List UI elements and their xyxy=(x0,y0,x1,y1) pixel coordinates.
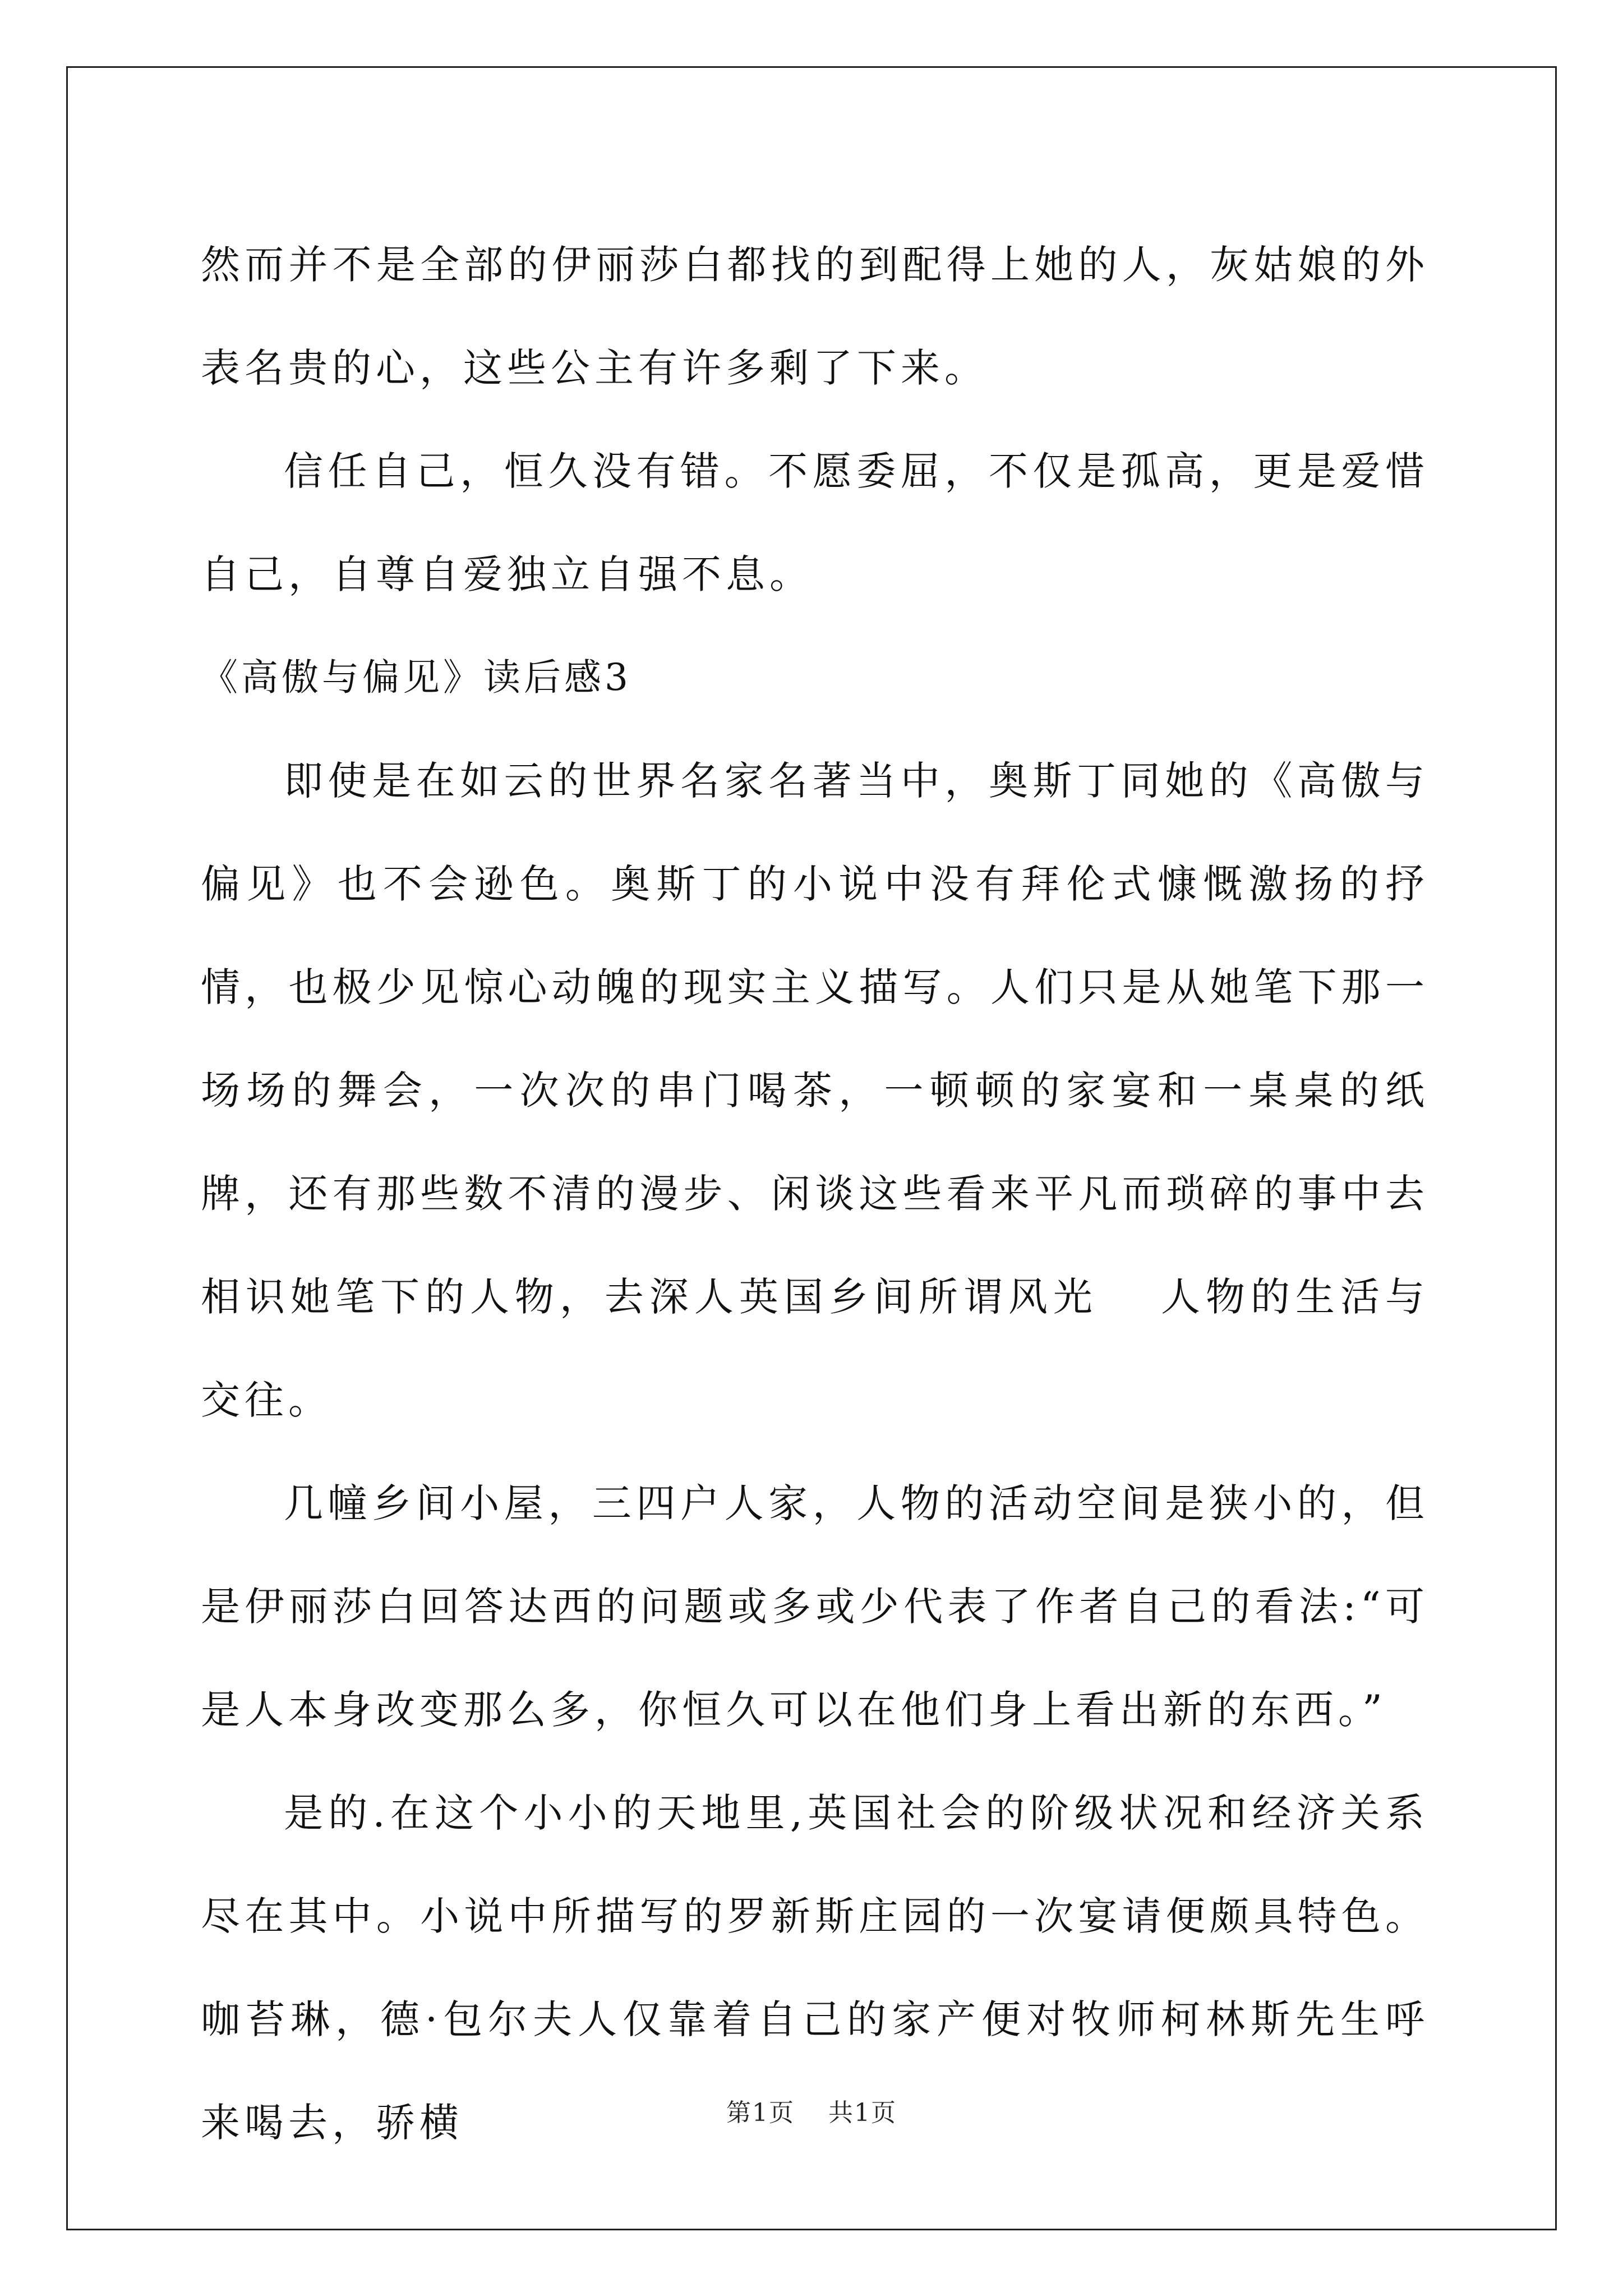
paragraph-1: 然而并不是全部的伊丽莎白都找的到配得上她的人，灰姑娘的外表名贵的心，这些公主有许多剩了下来。 xyxy=(201,242,1429,391)
page-number: 第1页 xyxy=(726,2099,795,2127)
paragraph-4: 几幢乡间小屋，三四户人家，人物的活动空间是狭小的，但是伊丽莎白回答达西的问题或多或少代表了作者自己的看法:“可是人本身改变那么多，你恒久可以在他们身上看出新的东西。” xyxy=(201,1480,1429,1733)
page-total: 共1页 xyxy=(828,2099,897,2127)
paragraph-5: 是的.在这个小小的天地里,英国社会的阶级状况和经济关系尽在其中。小说中所描写的罗新斯庄园的一次宴请便颇具特色。咖苔琳，德·包尔夫人仅靠着自己的家产便对牧师柯林斯先生呼来喝去，骄横 xyxy=(201,1790,1429,2146)
paragraph-2: 信任自己，恒久没有错。不愿委屈，不仅是孤高，更是爱惜自己，自尊自爱独立自强不息。 xyxy=(201,448,1429,597)
page-footer xyxy=(0,2092,1623,2128)
document-body xyxy=(201,213,1429,2174)
section-title: 《高傲与偏见》读后感3 xyxy=(201,656,631,699)
paragraph-3: 即使是在如云的世界名家名著当中，奥斯丁同她的《高傲与偏见》也不会逊色。奥斯丁的小说中没有拜伦式慷慨激扬的抒情，也极少见惊心动魄的现实主义描写。人们只是从她笔下那一场场的舞会，一次次的串门喝茶，一顿顿的家宴和一桌桌的纸牌，还有那些数不清的漫步、闲谈这些看来平凡而琐碎的事中去相识她笔下的人物，去深人英国乡间所谓风光 人物的生活与交往。 xyxy=(201,758,1429,1423)
